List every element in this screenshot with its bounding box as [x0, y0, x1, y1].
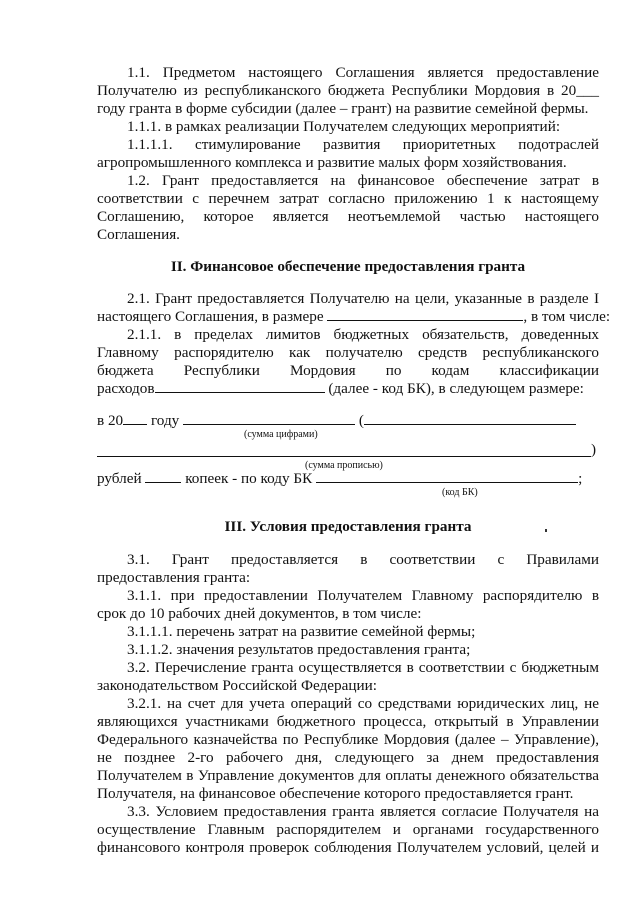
paragraph-3-2-line-2: законодательством Российской Федерации: — [97, 677, 377, 694]
paragraph-3-1-1-1: 3.1.1.1. перечень затрат на развитие семейной фермы; — [127, 623, 476, 640]
year-amount-row — [97, 412, 599, 430]
budget-code-field[interactable] — [316, 470, 578, 483]
paragraph-2-1-tail: , в том числе: — [523, 308, 611, 325]
paragraph-3-2-1-line-2: являющихся участниками бюджетного процесса, открытый в Управлении — [97, 713, 599, 730]
year-prefix: в 20 — [97, 412, 124, 429]
paragraph-2-1-1-line-3: бюджета Республики Мордовия по кодам классификации — [97, 362, 599, 379]
paragraph-3-2-1-line-5: Получателем в Управление документов для оплаты денежного обязательства — [97, 767, 599, 784]
paragraph-1-1-line-3: году гранта в форме субсидии (далее – грант) на развитие семейной фермы. — [97, 100, 589, 117]
year-field[interactable] — [123, 412, 147, 425]
paragraph-1-2-line-4: Соглашения. — [97, 226, 180, 243]
paragraph-1-1-line-2: Получателю из республиканского бюджета Республики Мордовия в 20___ — [97, 82, 599, 99]
scan-speck — [545, 529, 547, 532]
paragraph-2-1-line-1: 2.1. Грант предоставляется Получателю на цели, указанные в разделе I — [127, 290, 599, 307]
paragraph-3-3-line-2: осуществление Главным распорядителем и органами государственного — [97, 821, 599, 838]
paragraph-3-1-1-line-2: срок до 10 рабочих дней документов, в том числе: — [97, 605, 422, 622]
amount-words-field-1[interactable] — [364, 412, 576, 425]
paragraph-3-2-1-line-6: Получателя, на финансовое обеспечение которого предоставляется грант. — [97, 785, 574, 802]
semicolon: ; — [578, 470, 583, 487]
rubles-row — [97, 470, 599, 488]
caption-budget-code: (код БК) — [442, 487, 478, 498]
amount-digits-field[interactable] — [183, 412, 355, 425]
paragraph-3-1-1-line-1: 3.1.1. при предоставлении Получателем Главному распорядителю в — [127, 587, 599, 604]
paragraph-3-1-1-2: 3.1.1.2. значения результатов предоставления гранта; — [127, 641, 471, 658]
paragraph-3-2-1-line-3: Федерального казначейства по Республике Мордовия (далее – Управление), — [97, 731, 599, 748]
amount-words-field-2[interactable] — [97, 456, 591, 457]
paren-close: ) — [591, 441, 597, 458]
year-word: году — [150, 412, 180, 429]
section-3-heading: III. Условия предоставления гранта — [224, 518, 472, 535]
kopecks-field[interactable] — [145, 470, 181, 483]
grant-amount-field[interactable] — [327, 308, 523, 321]
section-2-heading: II. Финансовое обеспечение предоставления гранта — [170, 258, 526, 275]
paragraph-3-2-line-1: 3.2. Перечисление гранта осуществляется в соответствии с бюджетным — [127, 659, 599, 676]
expenses-label: расходов — [97, 380, 155, 397]
paragraph-2-1-1-line-1: 2.1.1. в пределах лимитов бюджетных обязательств, доведенных — [127, 326, 599, 343]
paragraph-1-1-1-1-line-2: агропромышленного комплекса и развитие малых форм хозяйствования. — [97, 154, 567, 171]
paragraph-2-1-line-2 — [97, 308, 611, 326]
rubles-label: рублей — [97, 470, 142, 487]
paragraph-2-1-1-line-2: Главному распорядителю как получателю средств республиканского — [97, 344, 599, 361]
paren-open: ( — [358, 412, 364, 429]
paragraph-3-3-line-1: 3.3. Условием предоставления гранта является согласие Получателя на — [127, 803, 599, 820]
caption-sum-digits: (сумма цифрами) — [244, 429, 318, 440]
paragraph-3-2-1-line-1: 3.2.1. на счет для учета операций со средствами юридических лиц, не — [127, 695, 599, 712]
paragraph-1-1-line-1: 1.1. Предметом настоящего Соглашения является предоставление — [127, 64, 599, 81]
expense-code-field[interactable] — [155, 380, 325, 393]
kopecks-label: копеек - по коду БК — [185, 470, 313, 487]
paragraph-2-1-text: настоящего Соглашения, в размере — [97, 308, 324, 325]
caption-sum-words: (сумма прописью) — [305, 460, 383, 471]
paragraph-3-2-1-line-4: не позднее 2-го рабочего дня, следующего за днем предоставления — [97, 749, 599, 766]
paragraph-1-1-1-1-line-1: 1.1.1.1. стимулирование развития приоритетных подотраслей — [127, 136, 599, 153]
paragraph-1-1-1: 1.1.1. в рамках реализации Получателем следующих мероприятий: — [127, 118, 561, 135]
paragraph-1-2-line-3: Соглашению, которое является неотъемлемой частью настоящего — [97, 208, 599, 225]
paragraph-3-3-line-3: финансового контроля проверок соблюдения Получателем условий, целей и — [97, 839, 599, 856]
paragraph-2-1-1-line-4 — [97, 380, 599, 398]
paragraph-3-1-line-2: предоставления гранта: — [97, 569, 251, 586]
paragraph-3-1-line-1: 3.1. Грант предоставляется в соответствии с Правилами — [127, 551, 599, 568]
expenses-tail: (далее - код БК), в следующем размере: — [328, 380, 584, 397]
paragraph-1-2-line-2: соответствии с перечнем затрат согласно приложению 1 к настоящему — [97, 190, 599, 207]
paragraph-1-2-line-1: 1.2. Грант предоставляется на финансовое обеспечение затрат в — [127, 172, 599, 189]
